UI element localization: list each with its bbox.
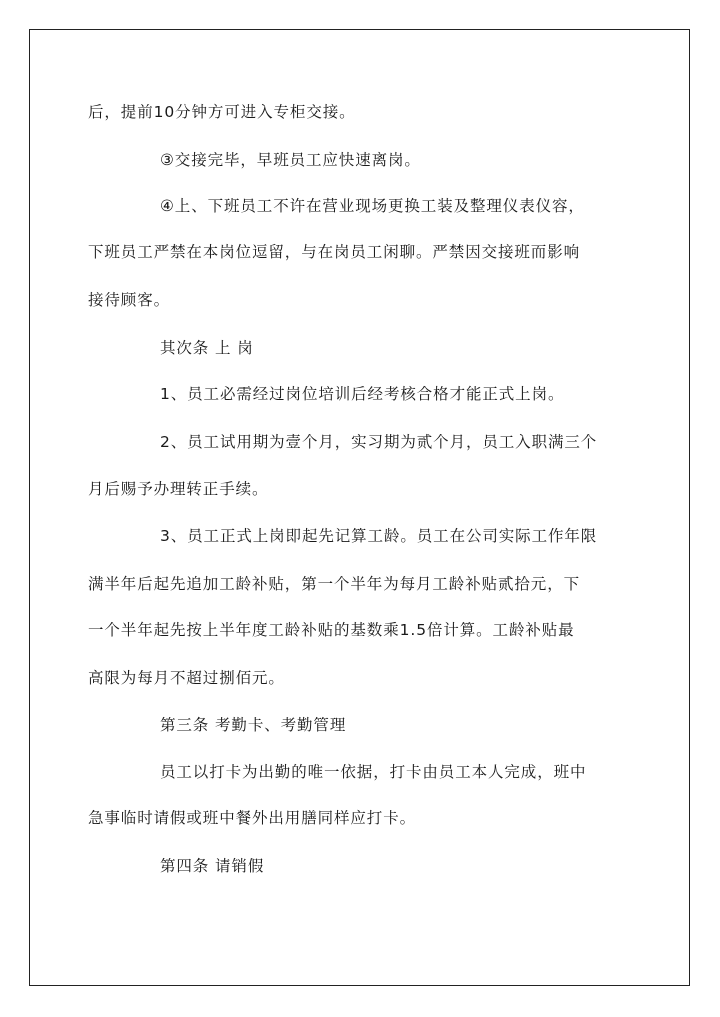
text-line: ④上、下班员工不许在营业现场更换工装及整理仪表仪容，	[160, 197, 585, 215]
text-line: 员工以打卡为出勤的唯一依据，打卡由员工本人完成，班中	[160, 763, 587, 781]
page-border	[29, 29, 690, 986]
text-line: 接待顾客。	[88, 291, 171, 309]
section-heading: 其次条 上 岗	[160, 339, 254, 357]
text-line: ③交接完毕，早班员工应快速离岗。	[160, 151, 421, 169]
text-line: 1、员工必需经过岗位培训后经考核合格才能正式上岗。	[160, 385, 565, 403]
section-heading: 第三条 考勤卡、考勤管理	[160, 716, 347, 734]
text-line: 急事临时请假或班中餐外出用膳同样应打卡。	[88, 809, 417, 827]
text-line: 高限为每月不超过捌佰元。	[88, 669, 285, 687]
text-line: 后，提前10分钟方可进入专柜交接。	[88, 103, 356, 121]
text-line: 一个半年起先按上半年度工龄补贴的基数乘1.5倍计算。工龄补贴最	[88, 621, 575, 639]
text-line: 2、员工试用期为壹个月，实习期为贰个月，员工入职满三个	[160, 433, 598, 451]
text-line: 下班员工严禁在本岗位逗留，与在岗员工闲聊。严禁因交接班而影响	[88, 243, 581, 261]
text-line: 满半年后起先追加工龄补贴，第一个半年为每月工龄补贴贰拾元，下	[88, 575, 581, 593]
section-heading: 第四条 请销假	[160, 857, 265, 875]
text-line: 3、员工正式上岗即起先记算工龄。员工在公司实际工作年限	[160, 527, 598, 545]
text-line: 月后赐予办理转正手续。	[88, 480, 269, 498]
